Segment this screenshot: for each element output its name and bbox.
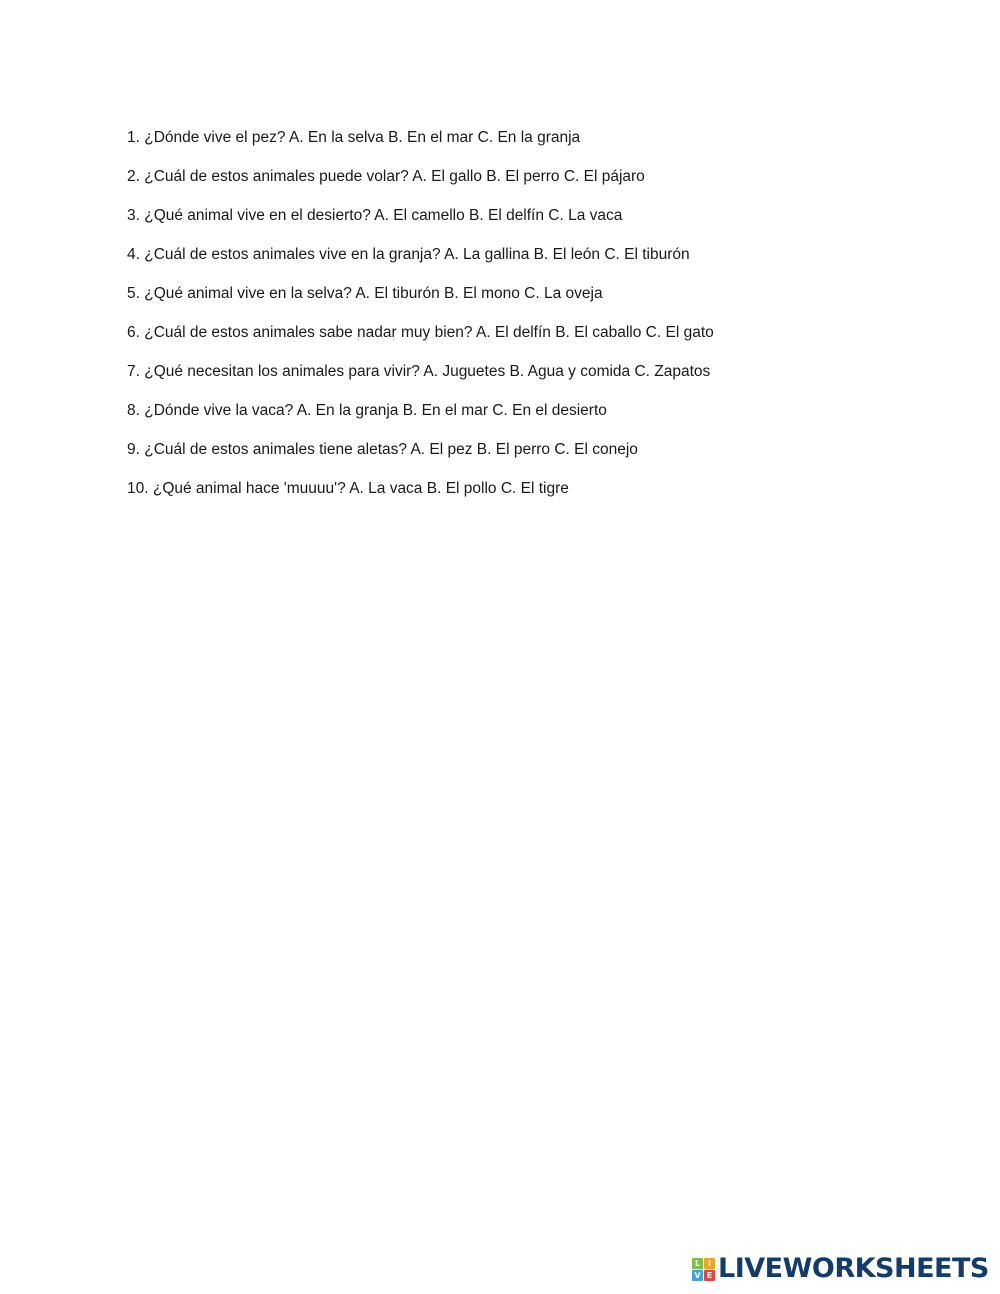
question-list <box>127 128 714 518</box>
question-item: 9. ¿Cuál de estos animales tiene aletas? A. El pez B. El perro C. El conejo <box>127 441 638 458</box>
logo-mark-e: E <box>704 1270 715 1281</box>
logo-wordmark: LIVEWORKSHEETS <box>718 1253 989 1284</box>
question-item: 5. ¿Qué animal vive en la selva? A. El tiburón B. El mono C. La oveja <box>127 285 603 302</box>
question-item: 2. ¿Cuál de estos animales puede volar? A. El gallo B. El perro C. El pájaro <box>127 168 645 185</box>
question-item: 8. ¿Dónde vive la vaca? A. En la granja B. En el mar C. En el desierto <box>127 402 607 419</box>
question-item: 1. ¿Dónde vive el pez? A. En la selva B. En el mar C. En la granja <box>127 129 581 146</box>
logo-mark-i: I <box>704 1258 715 1269</box>
question-item: 3. ¿Qué animal vive en el desierto? A. El camello B. El delfín C. La vaca <box>127 207 623 224</box>
question-item: 4. ¿Cuál de estos animales vive en la granja? A. La gallina B. El león C. El tiburón <box>127 246 690 263</box>
question-item: 10. ¿Qué animal hace 'muuuu'? A. La vaca B. El pollo C. El tigre <box>127 480 569 497</box>
logo-mark-l: L <box>692 1258 703 1269</box>
liveworksheets-logo-icon <box>692 1258 715 1281</box>
liveworksheets-logo <box>692 1255 989 1283</box>
question-item: 7. ¿Qué necesitan los animales para vivir? A. Juguetes B. Agua y comida C. Zapatos <box>127 363 711 380</box>
logo-mark-v: V <box>692 1270 703 1281</box>
question-item: 6. ¿Cuál de estos animales sabe nadar muy bien? A. El delfín B. El caballo C. El gato <box>127 324 714 341</box>
